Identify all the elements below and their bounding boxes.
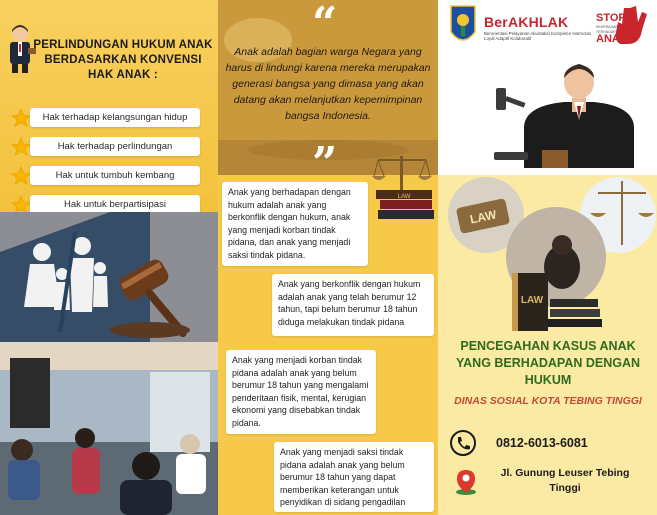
right-panel bbox=[438, 0, 657, 515]
classroom-photo bbox=[0, 342, 218, 515]
address-text: Jl. Gunung Leuser Tebing Tinggi bbox=[500, 467, 630, 494]
rights-list-item bbox=[14, 108, 214, 127]
law-book-label: LAW bbox=[520, 295, 544, 306]
definition-card: Anak yang berkonflik dengan hukum adalah anak yang telah berumur 12 tahun, tapi belum berumur 18 tahun diduga melakukan tindak pidana bbox=[272, 274, 434, 336]
quote-area bbox=[218, 0, 438, 175]
location-pin-icon bbox=[454, 468, 478, 496]
campaign-title: PENCEGAHAN KASUS ANAK YANG BERHADAPAN DENGAN HUKUM bbox=[455, 339, 641, 387]
star-icon bbox=[10, 107, 32, 129]
open-quote-icon: “ bbox=[312, 0, 338, 49]
classroom-scene-icon bbox=[0, 342, 218, 515]
wood-law-label: LAW bbox=[468, 207, 498, 227]
quote-text: Anak adalah bagian warga Negara yang harus di lindungi karena mereka merupakan generasi bangsa yang dimasa yang akan datang akan melanjutkan kepemimpinan bangsa Indonesia. bbox=[225, 46, 431, 122]
definition-card: Anak yang menjadi saksi tindak pidana adalah anak yang belum berumur 18 tahun yang dapat memberikan keterangan untuk penyidikan di sidang pengadilan bbox=[274, 442, 434, 512]
rights-pill: Hak untuk berpartisipasi bbox=[30, 195, 200, 214]
right-header-area bbox=[438, 0, 657, 175]
phone-row bbox=[450, 430, 588, 456]
berakhlak-logo-text: BerAKHLAK bbox=[484, 14, 569, 30]
star-icon bbox=[10, 136, 32, 158]
family-silhouette-icon bbox=[0, 212, 218, 342]
book-label: LAW bbox=[397, 194, 411, 200]
star-icon bbox=[10, 165, 32, 187]
left-header-area bbox=[0, 0, 218, 212]
collage-photos-icon bbox=[438, 175, 657, 335]
rights-pill: Hak terhadap kelangsungan hidup bbox=[30, 108, 200, 127]
berakhlak-tagline: Berorientasi Pelayanan Akuntabel Kompeten Harmonis Loyal Adaptif Kolaboratif bbox=[484, 31, 592, 42]
definition-card: Anak yang menjadi korban tindak pidana adalah anak yang belum berumur 18 tahun yang mengalami penderitaan fisik, mental, kerugian ekonomi yang disebabkan tindak pidana. bbox=[226, 350, 376, 434]
left-title: PERLINDUNGAN HUKUM ANAK BERDASARKAN KONVENSI HAK ANAK : bbox=[33, 39, 213, 81]
stop-text: STOP bbox=[596, 12, 626, 24]
rights-pill: Hak terhadap perlindungan bbox=[30, 137, 200, 156]
city-emblem-icon bbox=[449, 4, 477, 48]
rights-list-item bbox=[14, 137, 214, 156]
judge-illustration-icon bbox=[494, 58, 644, 168]
middle-panel bbox=[218, 0, 438, 515]
stop-subtext: KEKERASAN TERHADAP bbox=[596, 25, 618, 34]
rights-list bbox=[14, 108, 214, 224]
phone-icon bbox=[450, 430, 476, 456]
definition-card: Anak yang berhadapan dengan hukum adalah anak yang berkonflik dengan hukum, anak yang menjadi korban tindak pidana, dan anak yang menjadi saksi tindak pidana. bbox=[222, 182, 368, 266]
close-quote-icon: ” bbox=[312, 138, 338, 175]
scales-books-icon bbox=[366, 150, 438, 220]
rights-pill: Hak untuk tumbuh kembang bbox=[30, 166, 200, 185]
stop-anak-text: ANAK bbox=[596, 33, 628, 45]
rights-list-item bbox=[14, 166, 214, 185]
phone-number[interactable]: 0812-6013-6081 bbox=[496, 436, 588, 450]
left-panel bbox=[0, 0, 218, 515]
family-gavel-photo bbox=[0, 212, 218, 342]
agency-name: DINAS SOSIAL KOTA TEBING TINGGI bbox=[454, 395, 642, 407]
